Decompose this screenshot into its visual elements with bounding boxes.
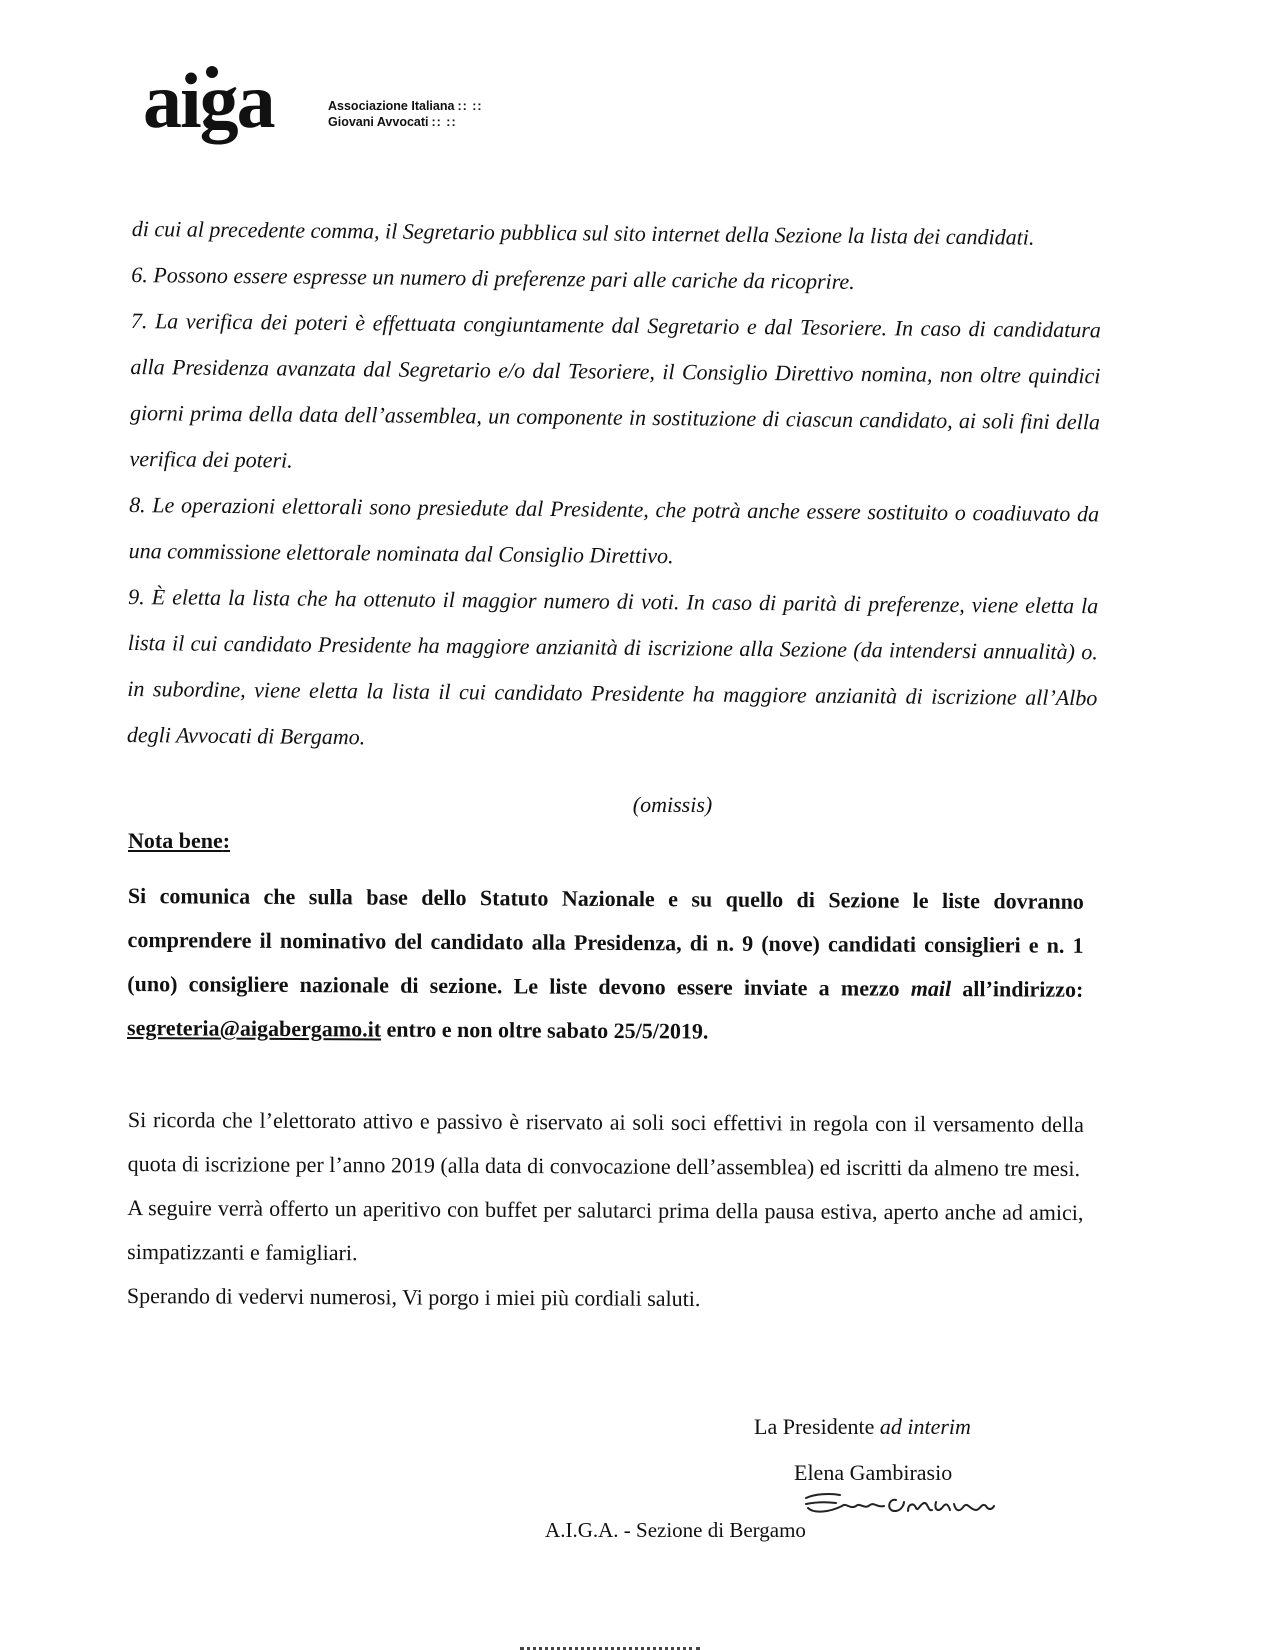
omissis-text: (omissis) <box>632 792 713 817</box>
signature-role-qualifier: ad interim <box>879 1414 971 1439</box>
logo-dots-2: :: :: <box>431 115 457 129</box>
paragraph-aperitivo: A seguire verrà offerto un aperitivo con buffet per salutarci prima della pausa estiva, aperto anche ad amici, simpatizzanti e famigliari. <box>127 1194 1084 1266</box>
nota-bene-colon: : <box>222 828 231 853</box>
logo-dots-1: :: :: <box>457 99 483 113</box>
nota-bene-body <box>127 874 1084 1056</box>
signature-role-title: La Presidente <box>754 1414 875 1439</box>
paragraph-6: 6. Possono essere espresse un numero di preferenze pari alle cariche da ricoprire. <box>131 261 855 294</box>
signature-role <box>754 1412 971 1442</box>
footer <box>0 1516 1275 1544</box>
logo-association-name <box>328 98 483 130</box>
paragraph-intro: di cui al precedente comma, il Segretario pubblica sul sito internet della Sezione la lista dei candidati. <box>131 215 1035 250</box>
nota-bene-label: Nota bene <box>128 828 223 853</box>
aiga-logo <box>143 57 503 152</box>
omissis-note <box>0 790 1275 820</box>
paragraph-saluti: Sperando di vedervi numerosi, Vi porgo i miei più cordiali saluti. <box>126 1282 701 1311</box>
info-paragraphs <box>127 1098 1084 1323</box>
footer-line-1: A.I.G.A. - Sezione di Bergamo <box>545 1518 806 1542</box>
paragraph-7: 7. La verifica dei poteri è effettuata congiuntamente dal Segretario e dal Tesoriere. In caso di candidatura alla Presidenza avanzata dal Segretario e/o dal Tesoriere, il Consiglio Direttivo nomina, non oltre quindici giorni prima della data dell’assemblea, un componente in sostituzione di ciascun candidato, ai soli fini della verifica dei poteri. <box>129 307 1101 473</box>
nota-bene-heading <box>128 826 230 856</box>
nota-text-before-email: all’indirizzo: <box>951 976 1084 1002</box>
logo-mark: aiga <box>143 57 274 144</box>
paragraph-9: 9. È eletta la lista che ha ottenuto il maggior numero di voti. In caso di parità di preferenze, viene eletta la lista il cui candidato Presidente ha maggiore anzianità di iscrizione alla Sezione (da intendersi annualità) o. in subordine, viene eletta la lista il cui candidato Presidente ha maggiore anzianità di iscrizione all’Albo degli Avvocati di Bergamo. <box>126 583 1099 750</box>
paragraph-8: 8. Le operazioni elettorali sono presiedute dal Presidente, che potrà anche essere sostituito o coadiuvato da una commissione elettorale nominata dal Consiglio Direttivo. <box>128 491 1100 569</box>
logo-line-1: Associazione Italiana <box>328 99 455 113</box>
paragraph-electorate: Si ricorda che l’elettorato attivo e passivo è riservato ai soli soci effettivi in regola con il versamento della quota di iscrizione per l’anno 2019 (alla data di convocazione dell’assemblea) ed iscritti da almeno tre mesi. <box>127 1106 1084 1181</box>
nota-mail-word: mail <box>910 975 952 1002</box>
email-link[interactable]: segreteria@aigabergamo.it <box>126 1014 382 1042</box>
nota-text-before-mail: Si comunica che sulla base dello Statuto Nazionale e su quello di Sezione le liste dovranno comprendere il nominativo del candidato alla Presidenza, di n. 9 (nove) candidati consiglieri e n. 1 (uno) consigliere nazionale di sezione. Le liste devono essere inviate a mezzo <box>127 882 1084 1001</box>
footer-cut-off-line <box>500 1640 720 1650</box>
nota-text-after-email: entro e non oltre sabato 25/5/2019. <box>381 1016 709 1044</box>
logo-line-2: Giovani Avvocati <box>328 115 429 129</box>
statute-excerpt <box>127 206 1102 767</box>
signature-name: Elena Gambirasio <box>794 1460 953 1485</box>
nota-bene-paragraph <box>127 874 1084 1056</box>
